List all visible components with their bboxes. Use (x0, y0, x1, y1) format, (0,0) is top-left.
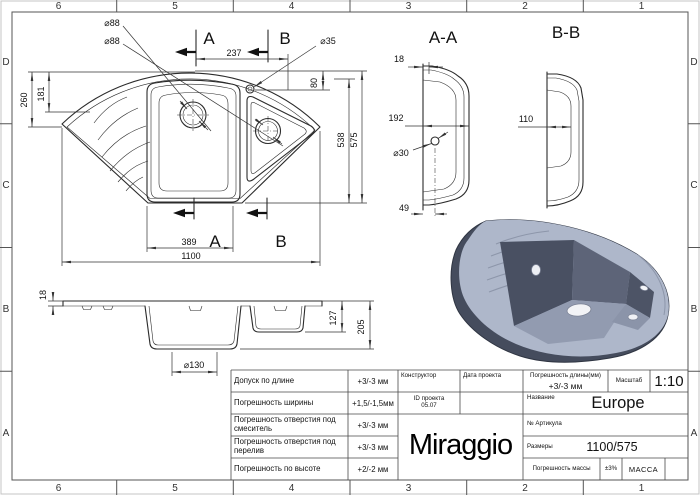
dim-80: 80 (309, 77, 319, 89)
row-label-right-b: B (690, 303, 698, 315)
tolerance-row-value: +2/-2 мм (357, 464, 389, 474)
overflow-hole-plan (246, 85, 254, 93)
length-tolerance-label: Погрешность длины(мм) (530, 372, 601, 380)
front-small-bowl (250, 306, 305, 332)
col-label-bottom-5: 5 (172, 482, 178, 494)
col-label-top-5: 5 (172, 1, 178, 12)
overflow-hole-section (431, 137, 439, 145)
section-arrow-b-bottom (246, 209, 267, 217)
col-label-bottom-4: 4 (288, 482, 295, 494)
brand-logo: Miraggio (408, 429, 513, 461)
drainboard-grooves (94, 97, 150, 191)
dim-front-dia130: ⌀130 (183, 360, 205, 370)
section-arrow-a-bottom (173, 209, 194, 217)
tolerance-row-label: Допуск по длине (234, 375, 295, 385)
row-label-left-b: B (2, 303, 10, 315)
dim-181: 181 (36, 86, 46, 102)
size-value: 1100/575 (586, 440, 638, 454)
section-bb-dimensions (518, 114, 571, 127)
row-label-left-a: A (2, 427, 10, 439)
render-overflow-hole (532, 265, 541, 276)
front-view (38, 290, 374, 376)
section-aa-view (388, 28, 469, 217)
project-date-label: Дата проекта (463, 371, 502, 379)
tolerance-row-label: Погрешность ширины (234, 397, 314, 407)
mass-label: МАССА (628, 464, 659, 474)
dim-dia88-small: ⌀88 (104, 36, 120, 46)
project-id-label: ID проекта (413, 395, 445, 403)
tolerance-row-value: +1,5/-1,5мм (352, 398, 394, 408)
section-aa-dimensions (388, 54, 469, 214)
col-label-top-4: 4 (288, 1, 295, 12)
row-label-left-c: C (2, 180, 10, 191)
dim-front-127: 127 (328, 310, 338, 326)
dim-front-18: 18 (38, 289, 48, 301)
dim-bb-110: 110 (518, 114, 534, 124)
section-bb-view (518, 23, 583, 208)
name-value: Europe (591, 393, 645, 412)
section-aa-title: A-A (428, 28, 458, 47)
dim-aa-49: 49 (398, 203, 410, 213)
tolerance-row-label: Погрешность отверстия под перелив (234, 437, 336, 455)
main-bowl (147, 80, 240, 202)
section-label-a-top: A (203, 29, 215, 48)
project-id-value: 05.07 (421, 402, 437, 410)
plan-dimensions (19, 18, 367, 266)
section-arrow-a-top (175, 48, 196, 56)
tolerance-row-value: +3/-3 мм (357, 442, 389, 452)
length-tolerance-value: +3/-3 мм (548, 381, 583, 391)
col-label-top-1: 1 (638, 1, 645, 12)
tolerance-row-label: Погрешность по высоте (234, 463, 321, 473)
dim-front-205: 205 (356, 319, 366, 335)
front-feet (82, 306, 287, 311)
dim-aa-192: 192 (388, 113, 404, 123)
plan-view (19, 18, 367, 266)
tolerance-row-value: +3/-3 мм (357, 376, 389, 386)
dim-dia35: ⌀35 (320, 36, 336, 46)
section-bb-title: B-B (551, 23, 581, 42)
section-label-b-top: B (279, 29, 291, 48)
section-label-a-bottom: A (209, 232, 221, 251)
render-3d (451, 220, 669, 363)
dim-538: 538 (336, 132, 346, 148)
dim-389: 389 (181, 237, 197, 247)
constructor-label: Конструктор (401, 371, 437, 379)
front-dimensions (38, 290, 374, 376)
tolerance-row-value: +3/-3 мм (357, 420, 389, 430)
row-label-right-a: A (690, 427, 698, 439)
col-label-bottom-6: 6 (55, 482, 62, 494)
col-label-bottom-2: 2 (522, 482, 528, 494)
section-label-b-bottom: B (275, 232, 287, 251)
article-label: № Артикула (527, 420, 562, 428)
col-label-top-2: 2 (522, 1, 528, 12)
dim-aa-dia30: ⌀30 (393, 148, 409, 158)
name-label: Название (527, 394, 555, 402)
row-label-left-d: D (2, 56, 10, 68)
dim-575: 575 (349, 132, 359, 148)
corner-bowl (247, 97, 314, 182)
tolerance-row-label: Погрешность отверстия под смеситель (234, 415, 336, 433)
col-label-bottom-1: 1 (638, 482, 645, 494)
row-label-right-d: D (690, 56, 698, 68)
dim-237: 237 (226, 48, 242, 58)
row-label-right-c: C (690, 180, 698, 191)
scale-label: Масштаб (615, 376, 643, 384)
col-label-bottom-3: 3 (405, 482, 412, 494)
dim-260: 260 (19, 92, 29, 108)
scale-value: 1:10 (654, 372, 684, 390)
mass-tolerance-label: Погрешность массы (532, 464, 591, 472)
render-small-drain (628, 314, 638, 320)
front-main-bowl (145, 306, 241, 349)
dim-1100: 1100 (181, 251, 201, 261)
section-arrow-b-top (247, 48, 268, 56)
dim-aa-18: 18 (393, 54, 405, 64)
col-label-top-6: 6 (55, 1, 62, 12)
size-label: Размеры (527, 443, 553, 451)
col-label-top-3: 3 (405, 1, 412, 12)
dim-dia88-main: ⌀88 (104, 18, 120, 28)
mass-tolerance-value: ±3% (604, 464, 618, 472)
